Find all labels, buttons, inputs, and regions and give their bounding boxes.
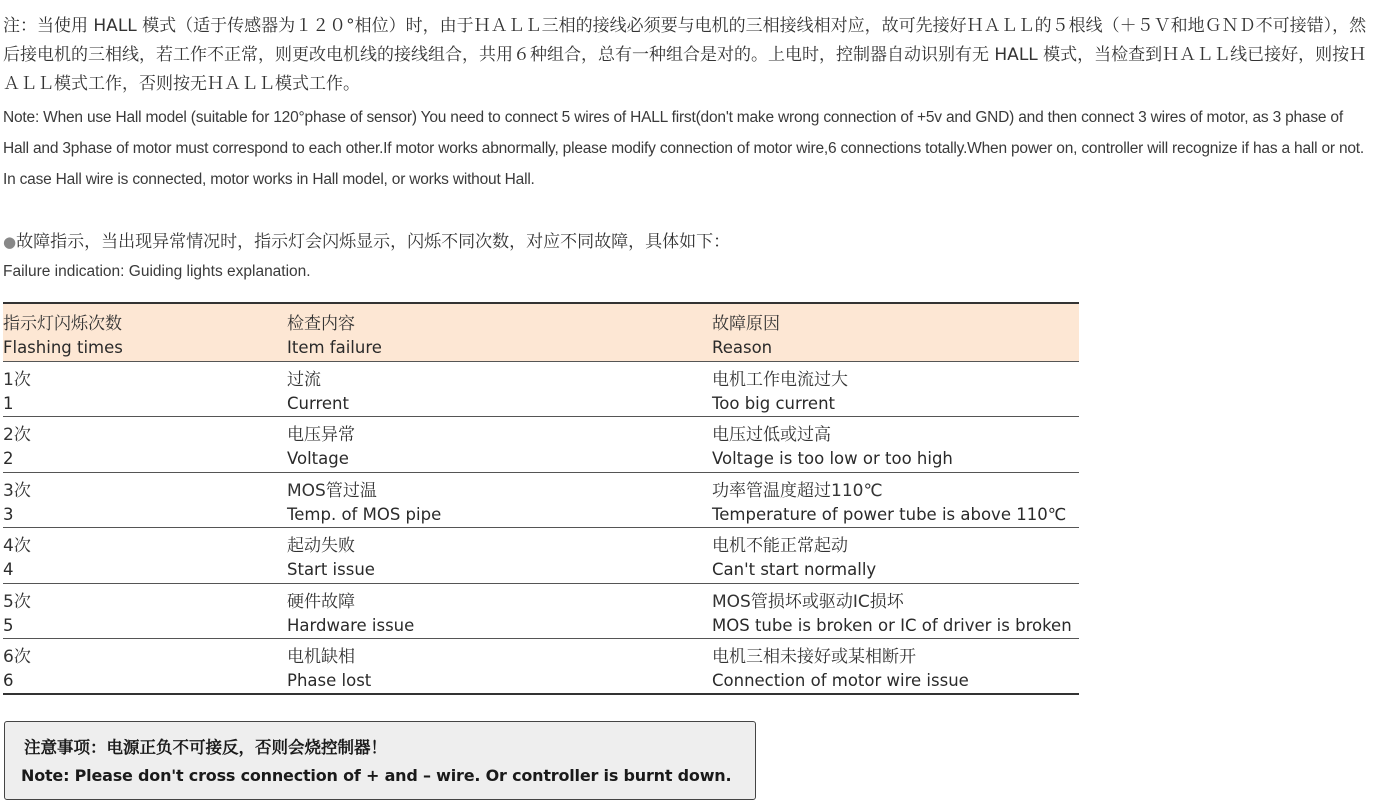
- item-en: Temp. of MOS pipe: [287, 504, 442, 524]
- item-zh: 过流: [287, 369, 321, 390]
- failure-indication-zh-text: 故障指示，当出现异常情况时，指示灯会闪烁显示，闪烁不同次数，对应不同故障，具体如下：: [16, 232, 731, 252]
- table-row: [3, 528, 1079, 584]
- reason-en: MOS tube is broken or IC of driver is broken: [712, 615, 1072, 635]
- cell-times: [3, 528, 287, 584]
- cell-times: [3, 417, 287, 473]
- cell-reason: [712, 361, 1079, 417]
- header-zh: 指示灯闪烁次数: [3, 314, 122, 334]
- table-row: [3, 583, 1079, 639]
- header-zh: 故障原因: [712, 314, 780, 334]
- reason-en: Voltage is too low or too high: [712, 449, 953, 468]
- reason-zh: 电机工作电流过大: [712, 369, 848, 390]
- cell-times: [3, 361, 287, 417]
- item-en: Voltage: [287, 449, 349, 468]
- cell-item: [287, 472, 712, 528]
- cell-times: [3, 472, 287, 528]
- header-en: Item failure: [287, 338, 382, 357]
- times-zh: 2次: [3, 425, 31, 445]
- cell-item: [287, 361, 712, 417]
- times-zh: 5次: [3, 591, 31, 612]
- item-en: Current: [287, 393, 349, 413]
- cell-reason: [712, 417, 1079, 473]
- table-row: [3, 417, 1079, 473]
- header-zh: 检查内容: [287, 314, 355, 334]
- item-zh: 硬件故障: [287, 591, 355, 612]
- header-item-failure: [287, 303, 712, 361]
- failure-indication-chinese: [3, 227, 730, 257]
- reason-zh: 电机三相未接好或某相断开: [712, 647, 916, 667]
- cell-item: [287, 417, 712, 473]
- times-en: 3: [3, 504, 14, 524]
- warning-box: [4, 721, 756, 800]
- failure-indication-english: Failure indication: Guiding lights explanation.: [3, 263, 311, 280]
- cell-reason: [712, 472, 1079, 528]
- item-zh: 电压异常: [287, 425, 355, 445]
- times-zh: 6次: [3, 647, 31, 667]
- times-en: 1: [3, 393, 14, 413]
- header-reason: [712, 303, 1079, 361]
- reason-en: Too big current: [712, 393, 836, 413]
- cell-item: [287, 528, 712, 584]
- cell-reason: [712, 583, 1079, 639]
- cell-reason: [712, 639, 1079, 695]
- fault-table: [3, 302, 1079, 695]
- times-zh: 4次: [3, 536, 31, 556]
- cell-item: [287, 583, 712, 639]
- item-en: Hardware issue: [287, 615, 415, 635]
- header-en: Reason: [712, 338, 773, 357]
- item-zh: 电机缺相: [287, 647, 355, 667]
- table-row: [3, 472, 1079, 528]
- cell-times: [3, 583, 287, 639]
- times-en: 6: [3, 671, 14, 690]
- table-row: [3, 361, 1079, 417]
- times-en: 4: [3, 560, 14, 579]
- bullet-icon: ●: [3, 233, 17, 251]
- cell-times: [3, 639, 287, 695]
- item-en: Phase lost: [287, 671, 372, 690]
- header-en: Flashing times: [3, 338, 123, 357]
- reason-zh: 电机不能正常起动: [712, 536, 848, 556]
- reason-en: Temperature of power tube is above 110℃: [712, 504, 1067, 524]
- reason-zh: MOS管损坏或驱动IC损坏: [712, 591, 904, 612]
- cell-item: [287, 639, 712, 695]
- reason-en: Can't start normally: [712, 560, 877, 579]
- note-english: Note: When use Hall model (suitable for 120°phase of sensor) You need to connect 5 wires of HALL first(don't make wrong connection of +5v and GND) and then connect 3 wires of motor, as 3 phase of Hall and 3phase of motor must correspond to each other.If motor works abnormally, please modify connection of motor wire,6 connections totally.When power on, controller will recognize if has a hall or not. In case Hall wire is connected, motor works in Hall model, or works without Hall.: [3, 109, 1365, 188]
- header-flashing-times: [3, 303, 287, 361]
- times-en: 5: [3, 615, 14, 635]
- times-zh: 1次: [3, 369, 31, 390]
- reason-zh: 电压过低或过高: [712, 425, 831, 445]
- note-chinese: 注：当使用 HALL 模式（适于传感器为１２０°相位）时，由于ＨＡＬＬ三相的接线必须要与电机的三相接线相对应，故可先接好ＨＡＬＬ的５根线（＋５Ｖ和地ＧＮＤ不可接错），然后接电机的三相线，若工作不正常，则更改电机线的接线组合，共用６种组合，总有一种组合是对的。上电时，控制器自动识别有无 HALL 模式，当检查到ＨＡＬＬ线已接好，则按ＨＡＬＬ模式工作，否则按无ＨＡＬＬ模式工作。: [3, 16, 1367, 94]
- warning-chinese: 注意事项：电源正负不可接反，否则会烧控制器！: [24, 738, 387, 757]
- reason-en: Connection of motor wire issue: [712, 671, 969, 690]
- cell-reason: [712, 528, 1079, 584]
- times-en: 2: [3, 449, 14, 468]
- table-row: [3, 639, 1079, 695]
- item-en: Start issue: [287, 560, 375, 579]
- warning-english: Note: Please don't cross connection of + and – wire. Or controller is burnt down.: [21, 766, 732, 785]
- item-zh: 起动失败: [287, 536, 355, 556]
- item-zh: MOS管过温: [287, 480, 377, 501]
- reason-zh: 功率管温度超过110℃: [712, 480, 883, 501]
- times-zh: 3次: [3, 480, 31, 501]
- table-header-row: [3, 303, 1079, 361]
